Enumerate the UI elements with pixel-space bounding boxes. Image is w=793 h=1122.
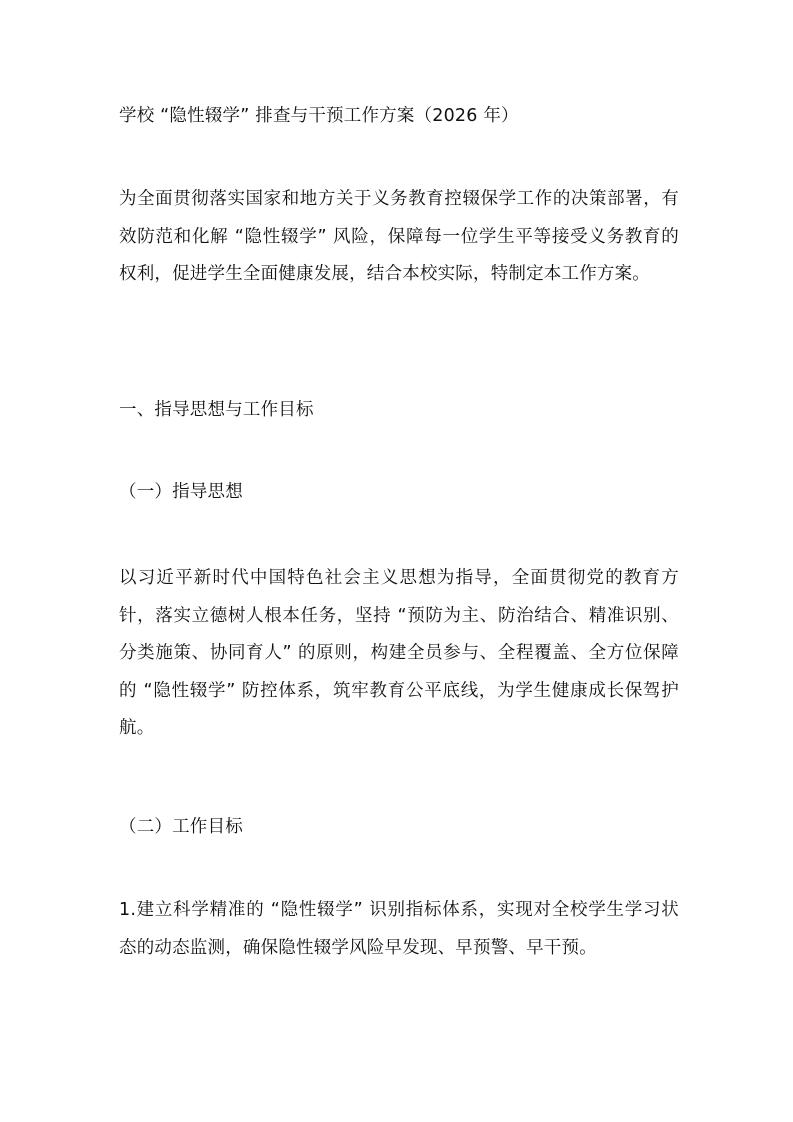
guiding-ideology-paragraph: 以习近平新时代中国特色社会主义思想为指导，全面贯彻党的教育方针，落实立德树人根本任务，坚持 “预防为主、防治结合、精准识别、分类施策、协同育人” 的原则，构建全员参与、全程覆盖、全方位保障的 “隐性辍学” 防控体系，筑牢教育公平底线，为学生健康成长保驾护航。 xyxy=(119,568,679,738)
section-heading-1: 一、指导思想与工作目标 xyxy=(119,400,314,420)
subsection-heading-guiding-ideology: （一）指导思想 xyxy=(119,482,243,502)
intro-paragraph: 为全面贯彻落实国家和地方关于义务教育控辍保学工作的决策部署，有效防范和化解 “隐性辍学” 风险，保障每一位学生平等接受义务教育的权利，促进学生全面健康发展，结合本校实际，特制定本工作方案。 xyxy=(119,189,679,284)
subsection-heading-work-goals: （二）工作目标 xyxy=(119,817,243,837)
work-goal-item-1: 1.建立科学精准的 “隐性辍学” 识别指标体系，实现对全校学生学习状态的动态监测，确保隐性辍学风险早发现、早预警、早干预。 xyxy=(119,900,679,958)
document-title: 学校 “隐性辍学” 排查与干预工作方案（2026 年） xyxy=(119,106,519,126)
